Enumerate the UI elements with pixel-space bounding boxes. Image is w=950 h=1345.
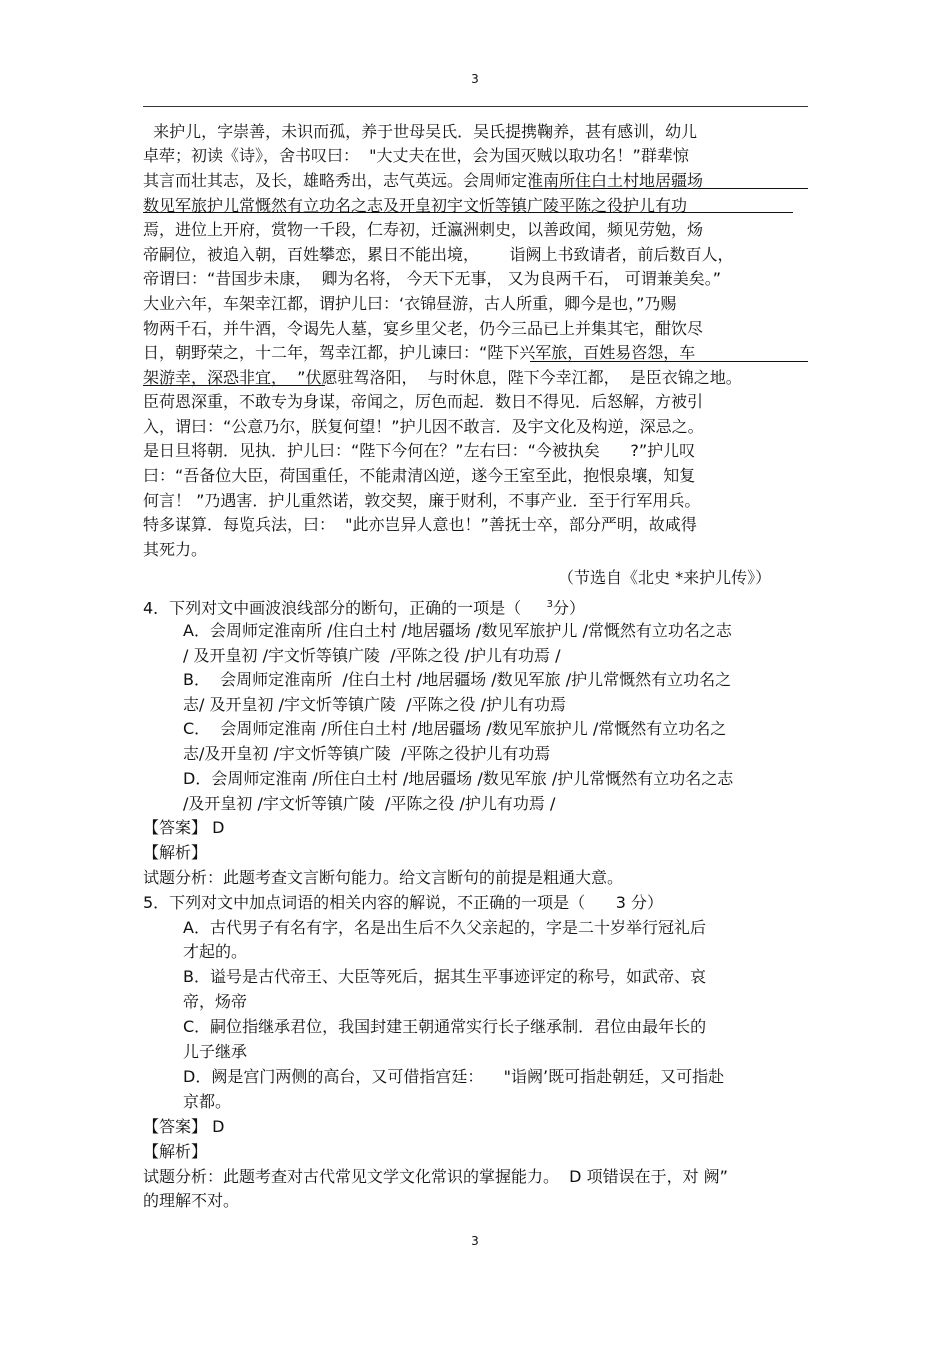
q5-option-a-cont: 才起的。: [183, 942, 248, 961]
page-number-bottom: 3: [471, 1234, 479, 1248]
header-rule: [143, 106, 808, 107]
q4-option-b-cont: 志/ 及开皇初 /宇文忻等镇广陵 /平陈之役 /护儿有功焉: [183, 695, 566, 714]
q5-analysis-cont: 的理解不对。: [143, 1191, 240, 1210]
passage-line: 焉，进位上开府，赏物一千段，仁寿初，迁瀛洲刺史，以善政闻，频见劳勉，炀: [143, 220, 704, 239]
q4-answer: 【答案】 D: [143, 818, 225, 837]
passage-line: 入，谓曰：“公意乃尔，朕复何望！”护儿因不敢言．及宇文化及构逆，深忌之。: [143, 417, 704, 436]
q5-option-c-cont: 儿子继承: [183, 1042, 248, 1061]
wavy-underline: [143, 212, 793, 213]
q4-option-d: D．会周师定淮南 /所住白土村 /地居疆场 /数见军旅 /护儿常慨然有立功名之志: [183, 769, 734, 788]
passage-line: 架游幸，深恐非宜， ”伏愿驻驾洛阳， 与时休息，陛下今幸江都， 是臣衣锦之地。: [143, 368, 742, 387]
passage-line: 曰：“吾备位大臣，荷国重任，不能肃清凶逆，遂今王室至此，抱恨泉壤，知复: [143, 466, 696, 485]
passage-line: 特多谋算．每览兵法，曰： "此亦岂异人意也！”善抚士卒，部分严明，故咸得: [143, 515, 697, 534]
q5-option-d-cont: 京都。: [183, 1092, 232, 1111]
passage-line: 来护儿，字崇善，未识而孤，养于世母吴氏．吴氏提携鞠养，甚有感训，幼儿: [143, 122, 698, 141]
passage-line: 数见军旅护儿常慨然有立功名之志及开皇初宇文忻等镇广陵平陈之役护儿有功: [143, 196, 688, 215]
passage-line: 其死力。: [143, 540, 208, 559]
passage-line: 帝嗣位，被追入朝，百姓攀恋，累日不能出境， 诣阙上书致请者，前后数百人，: [143, 245, 734, 264]
q5-answer: 【答案】 D: [143, 1117, 225, 1136]
dotted-underline: [530, 361, 808, 362]
q4-option-c: C． 会周师定淮南 /所住白土村 /地居疆场 /数见军旅护儿 /常慨然有立功名之: [183, 719, 727, 738]
passage-line: 大业六年，车架幸江都，谓护儿曰：‘衣锦昼游，古人所重，卿今是也，”乃赐: [143, 294, 677, 313]
q4-option-b: B． 会周师定淮南所 /住白土村 /地居疆场 /数见军旅 /护儿常慨然有立功名之: [183, 670, 732, 689]
q5-option-a: A．古代男子有名有字，名是出生后不久父亲起的，字是二十岁举行冠礼后: [183, 918, 706, 937]
passage-line: 是日旦将朝．见执．护儿曰：“陛下今何在？”左右曰：“今被执矣 ?”护儿叹: [143, 441, 696, 460]
q5-option-c: C．嗣位指继承君位，我国封建王朝通常实行长子继承制．君位由最年长的: [183, 1017, 707, 1036]
passage-line: 物两千石，并牛酒，令谒先人墓，宴乡里父老，仍今三品已上并集其宅，酣饮尽: [143, 319, 704, 338]
q4-option-d-cont: /及开皇初 /宇文忻等镇广陵 /平陈之役 /护儿有功焉 /: [183, 794, 556, 813]
q4-stem: 4．下列对文中画波浪线部分的断句，正确的一项是（ $^3$分）: [143, 598, 586, 618]
passage-source: （节选自《北史 *来护儿传》）: [558, 568, 772, 587]
passage-line: 何言！ ”乃遇害．护儿重然诺，敦交契，廉于财利，不事产业．至于行军用兵。: [143, 491, 701, 510]
passage-line: 帝谓曰：“昔国步未康， 卿为名将， 今天下无事， 又为良两千石， 可谓兼美矣。”: [143, 269, 722, 288]
q5-stem: 5．下列对文中加点词语的相关内容的解说，不正确的一项是（ 3 分）: [143, 893, 663, 912]
passage-line: 其言而壮其志，及长，雄略秀出，志气英远。会周师定淮南所住白土村地居疆场: [143, 171, 704, 190]
page-number-top: 3: [471, 72, 479, 86]
q4-points: 3: [546, 599, 553, 610]
passage-line: 臣荷恩深重，不敢专为身谋，帝闻之，厉色而起．数日不得见．后怒解，方被引: [143, 392, 704, 411]
q4-option-a: A．会周师定淮南所 /住白土村 /地居疆场 /数见军旅护儿 /常慨然有立功名之志: [183, 621, 732, 640]
q4-option-c-cont: 志/及开皇初 /宇文忻等镇广陵 /平陈之役护儿有功焉: [183, 744, 551, 763]
wavy-underline: [530, 188, 808, 189]
passage-line: 卓荦；初读《诗》，舍书叹曰： "大丈夫在世，会为国灭贼以取功名！”群辈惊: [143, 146, 689, 165]
q4-analysis-label: 【解析】: [143, 843, 208, 862]
q5-option-b: B．谥号是古代帝王、大臣等死后，据其生平事迹评定的称号，如武帝、哀: [183, 967, 706, 986]
dotted-underline: [143, 385, 325, 386]
q5-option-b-cont: 帝，炀帝: [183, 992, 248, 1011]
passage-line: 日，朝野荣之，十二年，驾幸江都，护儿谏曰：“陛下兴军旅，百姓易咨怨，车: [143, 343, 696, 362]
q4-analysis: 试题分析：此题考查文言断句能力。给文言断句的前提是粗通大意。: [143, 868, 624, 887]
q5-option-d: D．阙是宫门两侧的高台，又可借指宫廷： "诣阙’既可指赴朝廷，又可指赴: [183, 1067, 725, 1086]
q5-analysis-label: 【解析】: [143, 1142, 208, 1161]
q5-analysis: 试题分析：此题考查对古代常见文学文化常识的掌握能力。 D 项错误在于，对 阙”: [143, 1167, 728, 1186]
q4-option-a-cont: / 及开皇初 /宇文忻等镇广陵 /平陈之役 /护儿有功焉 /: [183, 646, 561, 665]
